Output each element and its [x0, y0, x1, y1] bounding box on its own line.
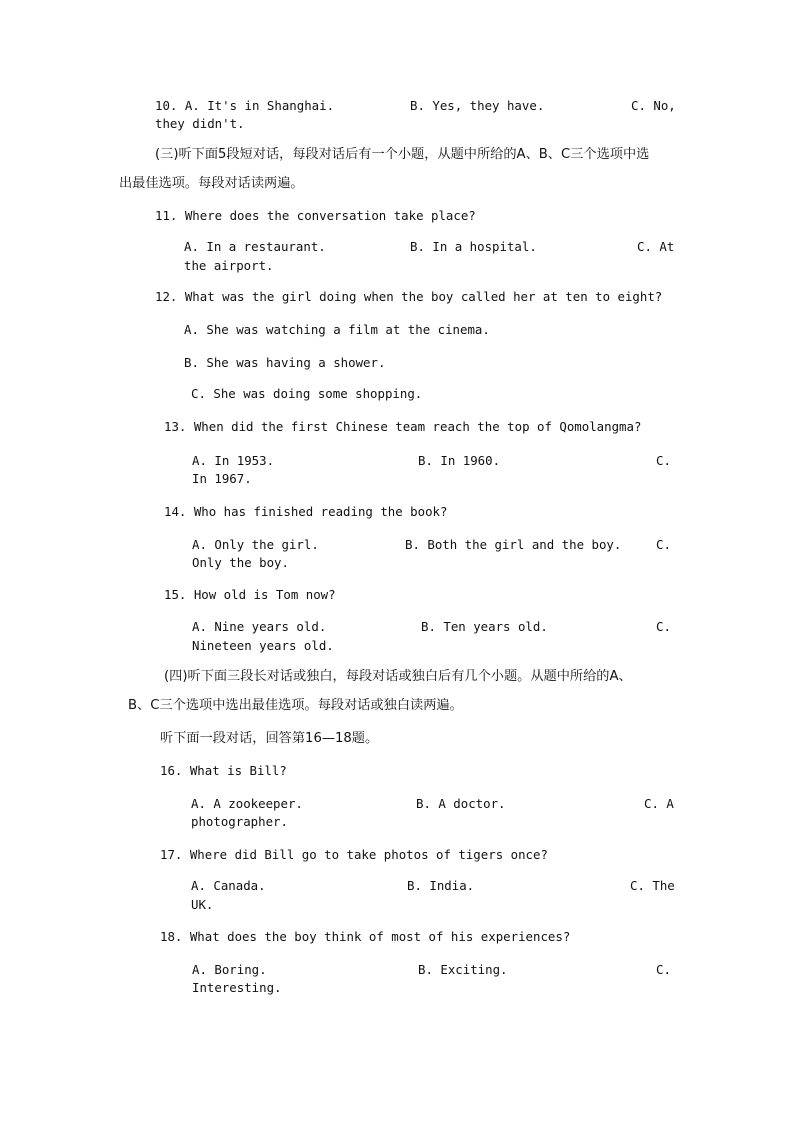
- q12-question: 12. What was the girl doing when the boy called her at ten to eight?: [155, 289, 663, 304]
- section4-instruction-line1: (四)听下面三段长对话或独白，每段对话或独白后有几个小题。从题中所给的A、: [164, 669, 632, 684]
- q16-option-b: B. A doctor.: [416, 796, 506, 811]
- q18-question: 18. What does the boy think of most of his experiences?: [160, 929, 571, 944]
- q12-option-c: C. She was doing some shopping.: [191, 386, 423, 401]
- q11-option-c: C. At: [637, 239, 675, 254]
- q15-option-c: C.: [656, 619, 671, 634]
- section4-intro: 听下面一段对话，回答第16—18题。: [160, 731, 379, 746]
- q13-option-c-cont: In 1967.: [192, 471, 252, 486]
- q16-option-a: A. A zookeeper.: [191, 796, 303, 811]
- q15-option-a: A. Nine years old.: [192, 619, 327, 634]
- q12-option-b: B. She was having a shower.: [184, 355, 386, 370]
- q14-option-c: C.: [656, 537, 671, 552]
- q17-question: 17. Where did Bill go to take photos of tigers once?: [160, 847, 548, 862]
- q17-option-b: B. India.: [407, 878, 475, 893]
- section3-instruction-line2: 出最佳选项。每段对话读两遍。: [119, 176, 304, 191]
- q10-option-a: 10. A. It's in Shanghai.: [155, 98, 335, 113]
- q18-option-a: A. Boring.: [192, 962, 267, 977]
- q11-option-a: A. In a restaurant.: [184, 239, 326, 254]
- q13-option-a: A. In 1953.: [192, 453, 275, 468]
- q11-option-b: B. In a hospital.: [410, 239, 537, 254]
- section4-instruction-line2: B、C三个选项中选出最佳选项。每段对话或独白读两遍。: [128, 698, 463, 713]
- q14-option-c-cont: Only the boy.: [192, 555, 289, 570]
- q10-option-b: B. Yes, they have.: [410, 98, 545, 113]
- q13-option-c: C.: [656, 453, 671, 468]
- q16-option-c: C. A: [644, 796, 674, 811]
- q12-option-a: A. She was watching a film at the cinema.: [184, 322, 490, 337]
- q16-question: 16. What is Bill?: [160, 763, 287, 778]
- q18-option-b: B. Exciting.: [418, 962, 508, 977]
- q18-option-c: C.: [656, 962, 671, 977]
- q16-option-c-cont: photographer.: [191, 814, 288, 829]
- q18-option-c-cont: Interesting.: [192, 980, 282, 995]
- q14-option-a: A. Only the girl.: [192, 537, 319, 552]
- q11-option-c-cont: the airport.: [184, 258, 274, 273]
- q17-option-a: A. Canada.: [191, 878, 266, 893]
- q14-option-b: B. Both the girl and the boy.: [405, 537, 622, 552]
- q10-option-c-cont: they didn't.: [155, 116, 245, 131]
- q14-question: 14. Who has finished reading the book?: [164, 504, 448, 519]
- q17-option-c-cont: UK.: [191, 897, 214, 912]
- q15-question: 15. How old is Tom now?: [164, 587, 336, 602]
- q10-option-c: C. No,: [631, 98, 676, 113]
- section3-instruction-line1: (三)听下面5段短对话，每段对话后有一个小题，从题中所给的A、B、C三个选项中选: [155, 147, 650, 162]
- q15-option-c-cont: Nineteen years old.: [192, 638, 334, 653]
- q13-option-b: B. In 1960.: [418, 453, 501, 468]
- q11-question: 11. Where does the conversation take place?: [155, 208, 476, 223]
- q13-question: 13. When did the first Chinese team reach the top of Qomolangma?: [164, 419, 642, 434]
- q15-option-b: B. Ten years old.: [421, 619, 548, 634]
- q17-option-c: C. The: [630, 878, 675, 893]
